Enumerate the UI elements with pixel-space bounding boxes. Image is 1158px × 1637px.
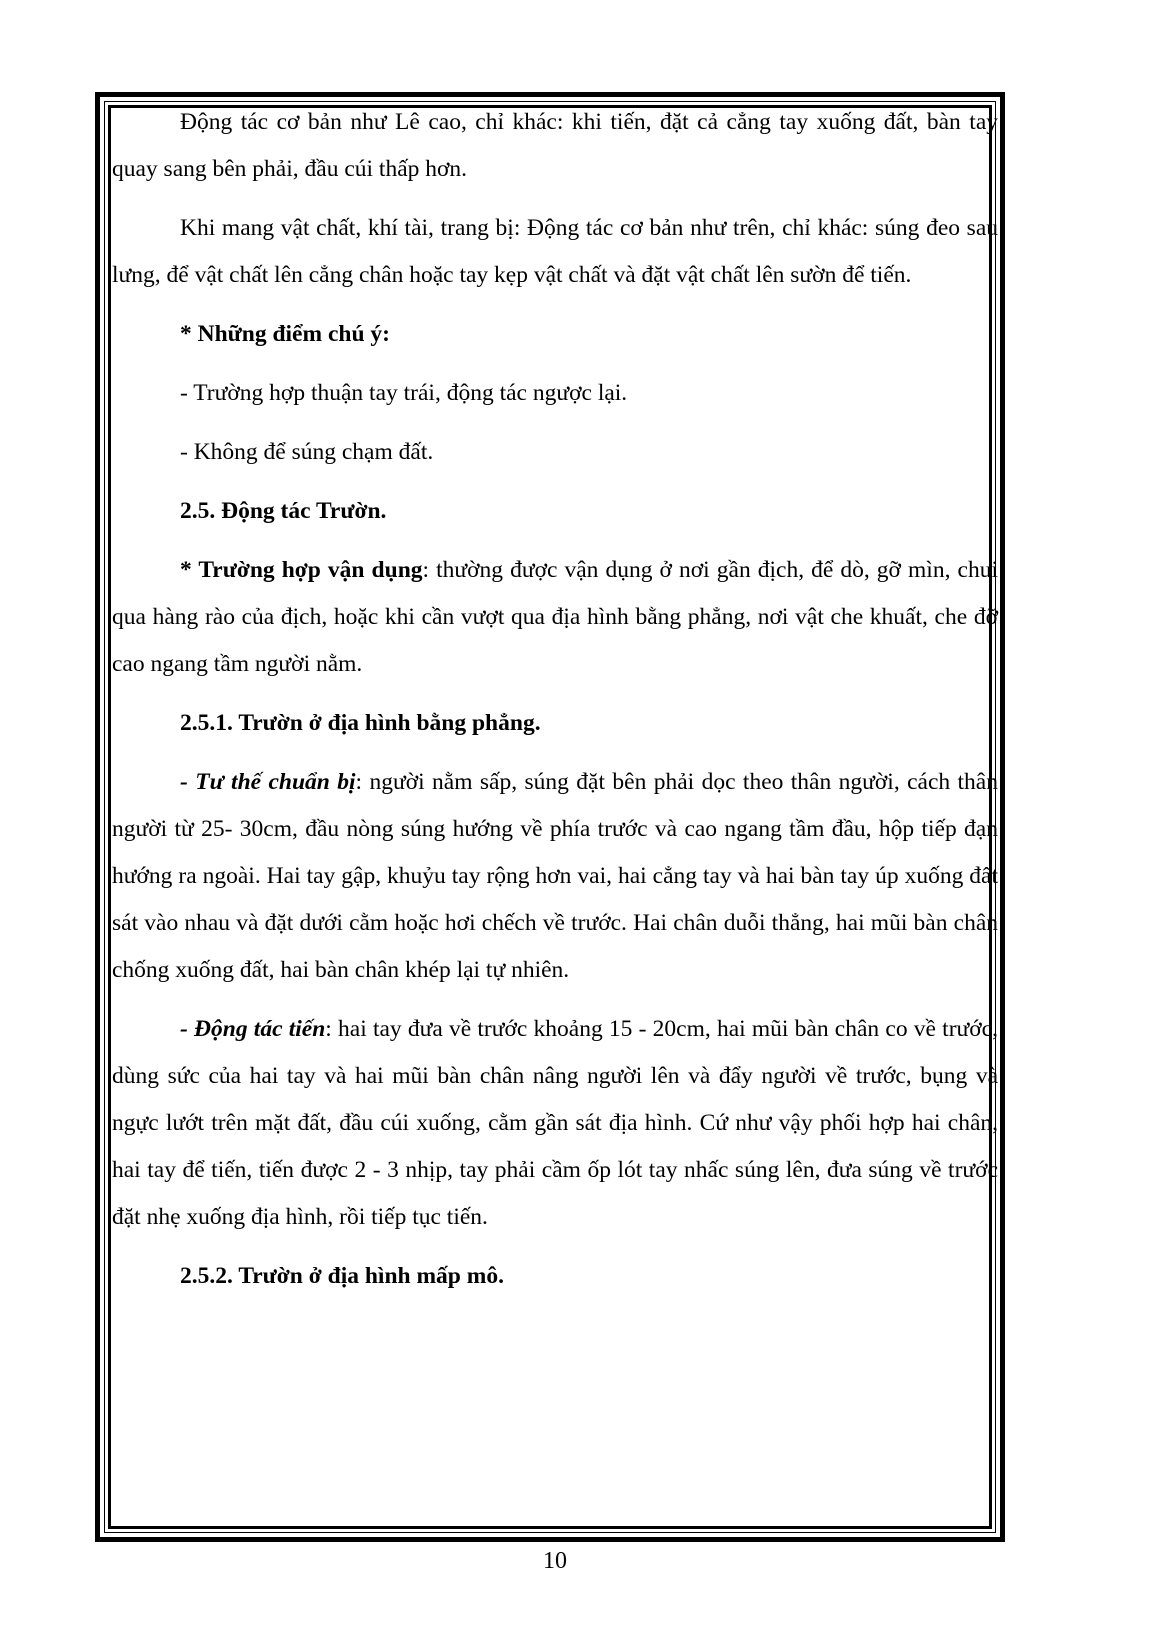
- paragraph-advance: [112, 1006, 998, 1241]
- note-gun-ground: - Không để súng chạm đất.: [180, 439, 434, 465]
- section-heading-2-5-2: 2.5.2. Trườn ở địa hình mấp mô.: [180, 1263, 504, 1289]
- advance-label: - Động tác tiến: [180, 1016, 326, 1042]
- paragraph-carrying-equipment: Khi mang vật chất, khí tài, trang bị: Động tác cơ bản như trên, chỉ khác: súng đeo sau lưng, để vật chất lên cẳng chân hoặc tay kẹp vật chất và đặt vật chất lên sườn để tiến.: [112, 215, 998, 288]
- paragraph-usage: [112, 547, 998, 688]
- usage-label: * Trường hợp vận dụng: [180, 557, 423, 583]
- advance-text: : hai tay đưa về trước khoảng 15 - 20cm, hai mũi bàn chân co về trước, dùng sức của hai tay và hai mũi bàn chân nâng người lên và đẩy người về trước, bụng và ngực lướt trên mặt đất, đầu cúi xuống, cằm gần sát địa hình. Cứ như vậy phối hợp hai chân, hai tay để tiến, tiến được 2 - 3 nhịp, tay phải cầm ốp lót tay nhấc súng lên, đưa súng về trước đặt nhẹ xuống địa hình, rồi tiếp tục tiến.: [112, 1016, 998, 1230]
- paragraph-prep-stance: [112, 759, 998, 994]
- paragraph-crawl-variant: Động tác cơ bản như Lê cao, chỉ khác: khi tiến, đặt cả cẳng tay xuống đất, bàn tay quay sang bên phải, đầu cúi thấp hơn.: [112, 109, 998, 182]
- prep-label: - Tư thế chuẩn bị: [180, 769, 356, 795]
- note-left-handed: - Trường hợp thuận tay trái, động tác ngược lại.: [180, 380, 628, 406]
- page-number: 10: [543, 1548, 567, 1574]
- notes-heading: * Những điểm chú ý:: [180, 321, 390, 347]
- usage-text: : thường được vận dụng ở nơi gần địch, để dò, gỡ mìn, chui qua hàng rào của địch, hoặc khi cần vượt qua địa hình bằng phẳng, nơi vật che khuất, che đỡ cao ngang tầm người nằm.: [112, 557, 998, 677]
- section-heading-2-5-1: 2.5.1. Trườn ở địa hình bằng phẳng.: [180, 710, 541, 736]
- section-heading-2-5: 2.5. Động tác Trườn.: [180, 498, 387, 524]
- prep-text: : người nằm sấp, súng đặt bên phải dọc theo thân người, cách thân người từ 25- 30cm, đầu nòng súng hướng về phía trước và cao ngang tầm đầu, hộp tiếp đạn hướng ra ngoài. Hai tay gập, khuỷu tay rộng hơn vai, hai cẳng tay và hai bàn tay úp xuống đất sát vào nhau và đặt dưới cằm hoặc hơi chếch về trước. Hai chân duỗi thẳng, hai mũi bàn chân chống xuống đất, hai bàn chân khép lại tự nhiên.: [112, 769, 998, 983]
- document-body: [112, 99, 998, 1312]
